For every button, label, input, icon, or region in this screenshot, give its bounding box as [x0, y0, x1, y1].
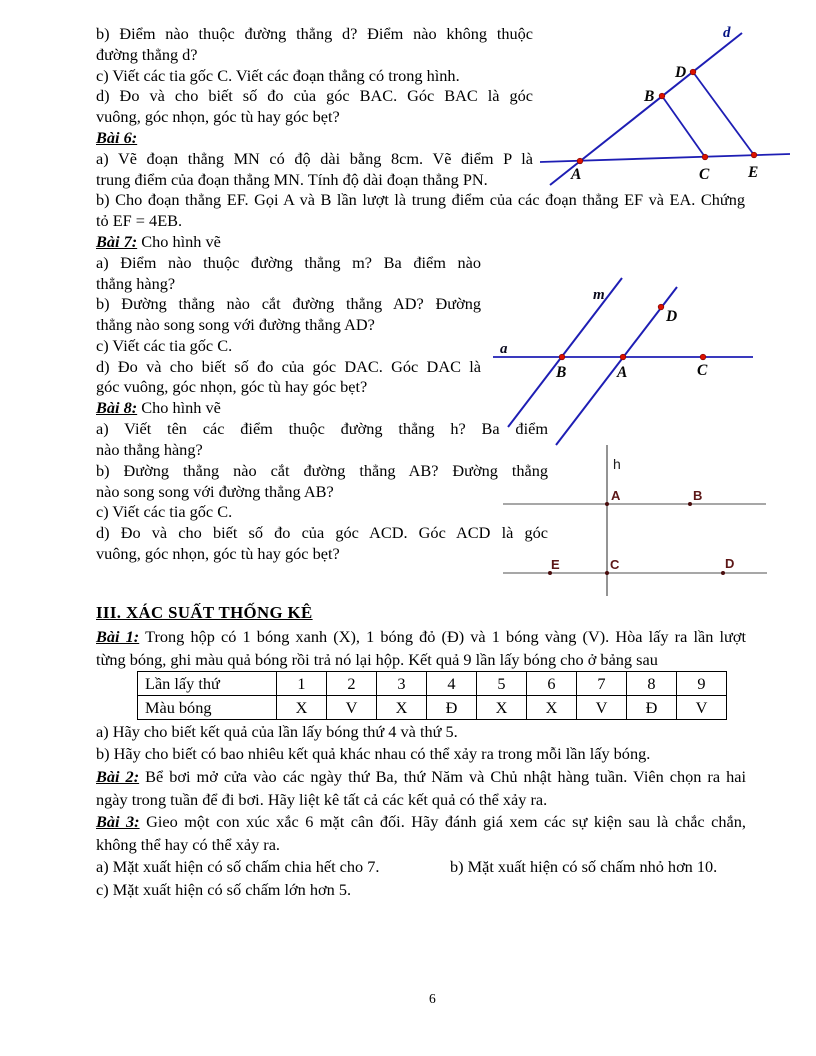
text-line: c) Mặt xuất hiện có số chấm lớn hơn 5.: [96, 880, 352, 899]
exercise-7-heading: [96, 232, 221, 252]
label-a: a: [500, 341, 508, 357]
table-cell: V: [677, 696, 727, 720]
text-line: vuông, góc nhọn, góc tù hay góc bẹt?: [96, 544, 340, 563]
figure-1: [540, 8, 816, 190]
text-line: nào song song với đường thẳng AB?: [96, 482, 334, 501]
table-cell: X: [377, 696, 427, 720]
text-line: a) Viết tên các điểm thuộc đường thẳng h? Ba điểm: [96, 419, 548, 438]
point-B: [688, 502, 692, 506]
exercise-label: Bài 3:: [96, 812, 140, 831]
point-E: [751, 152, 757, 158]
figure2-line-m: [508, 278, 622, 427]
text-line: b) Đường thẳng nào cắt đường thẳng AD? Đường: [96, 294, 481, 313]
text-line: d) Đo và cho biết số đo của góc ACD. Góc ACD là góc: [96, 523, 548, 542]
label-C: C: [697, 362, 708, 379]
text-line: không thể hay có thể xảy ra.: [96, 835, 281, 854]
label-A: A: [611, 488, 621, 503]
label-A: A: [617, 364, 628, 381]
exercise-label: Bài 8:: [96, 398, 138, 417]
point-D: [690, 69, 696, 75]
exercise-6-heading: [96, 128, 137, 148]
text-line: [96, 767, 746, 787]
table-cell: X: [527, 696, 577, 720]
table-cell: Đ: [427, 696, 477, 720]
point-B: [559, 354, 565, 360]
text-line: a) Hãy cho biết kết quả của lần lấy bóng thứ 4 và thứ 5.: [96, 722, 458, 741]
text-line: c) Viết các tia gốc C. Viết các đoạn thẳng có trong hình.: [96, 66, 460, 85]
text-line: Bể bơi mở cửa vào các ngày thứ Ba, thứ Năm và Chủ nhật hàng tuần. Viên chọn ra hai: [139, 767, 746, 786]
point-C: [605, 571, 609, 575]
text-line: thẳng nào song song với đường thẳng AD?: [96, 315, 375, 334]
table-cell: 7: [577, 672, 627, 696]
table-cell: 9: [677, 672, 727, 696]
label-m: m: [593, 287, 605, 303]
text-line: Gieo một con xúc xắc 6 mặt cân đối. Hãy đánh giá xem các sự kiện sau là chắc chắn,: [139, 812, 746, 831]
text-line: ngày trong tuần để đi bơi. Hãy liệt kê tất cả các kết quả có thể xảy ra.: [96, 790, 548, 809]
point-A: [620, 354, 626, 360]
text-line: đường thẳng d?: [96, 45, 198, 64]
text-line: c) Viết các tia gốc C.: [96, 502, 233, 521]
label-E: E: [551, 557, 560, 572]
label-d: d: [723, 25, 731, 41]
text-line: góc vuông, góc nhọn, góc tù hay góc bẹt?: [96, 377, 368, 396]
label-D: D: [666, 308, 678, 325]
results-table: [137, 671, 727, 720]
figure-2: [490, 273, 766, 453]
text-line: a) Mặt xuất hiện có số chấm chia hết cho 7.: [96, 857, 380, 876]
text-line: d) Đo và cho biết số đo của góc BAC. Góc BAC là góc: [96, 86, 533, 105]
section-heading: III. XÁC SUẤT THỐNG KÊ: [96, 603, 313, 622]
text-line: Cho hình vẽ: [137, 398, 221, 417]
label-B: B: [693, 488, 703, 503]
text-line: b) Cho đoạn thẳng EF. Gọi A và B lần lượt là trung điểm của các đoạn thẳng EF và EA. Chứng: [96, 190, 745, 209]
table-cell: X: [477, 696, 527, 720]
text-line: b) Mặt xuất hiện có số chấm nhỏ hơn 10.: [450, 857, 718, 876]
label-C: C: [699, 166, 710, 183]
exercise-label: Bài 6:: [96, 128, 138, 147]
page-number: 6: [429, 991, 436, 1006]
text-line: Cho hình vẽ: [137, 232, 221, 251]
point-A: [577, 158, 583, 164]
text-line: b) Đường thẳng nào cắt đường thẳng AB? Đường thẳng: [96, 461, 548, 480]
text-line: a) Vẽ đoạn thẳng MN có độ dài bằng 8cm. Vẽ điểm P là: [96, 149, 533, 168]
table-cell: 5: [477, 672, 527, 696]
point-D: [721, 571, 725, 575]
label-B: B: [556, 364, 567, 381]
table-row: [138, 696, 727, 720]
point-C: [702, 154, 708, 160]
text-line: Trong hộp có 1 bóng xanh (X), 1 bóng đỏ (Đ) và 1 bóng vàng (V). Hòa lấy ra lần lượt: [139, 627, 746, 646]
point-D: [658, 304, 664, 310]
text-line: tỏ EF = 4EB.: [96, 211, 183, 230]
exercise-label: Bài 2:: [96, 767, 140, 786]
point-A: [605, 502, 609, 506]
table-cell: X: [277, 696, 327, 720]
text-line: b) Hãy cho biết có bao nhiêu kết quả khác nhau có thể xảy ra trong mỗi lần lấy bóng.: [96, 744, 651, 763]
label-C: C: [610, 557, 620, 572]
text-line: trung điểm của đoạn thẳng MN. Tính độ dài đoạn thẳng PN.: [96, 170, 488, 189]
text-line: d) Đo và cho biết số đo của góc DAC. Góc DAC là: [96, 357, 481, 376]
table-cell: Đ: [627, 696, 677, 720]
table-cell: 2: [327, 672, 377, 696]
table-cell: 3: [377, 672, 427, 696]
figure-3: [495, 443, 780, 601]
text-line: c) Viết các tia gốc C.: [96, 336, 233, 355]
label-E: E: [748, 164, 759, 181]
point-C: [700, 354, 706, 360]
label-A: A: [571, 166, 582, 183]
table-cell: V: [327, 696, 377, 720]
label-D: D: [725, 556, 735, 571]
text-line: vuông, góc nhọn, góc tù hay góc bẹt?: [96, 107, 340, 126]
table-cell: 8: [627, 672, 677, 696]
table-cell: 1: [277, 672, 327, 696]
text-line: [96, 812, 746, 832]
exercise-label: Bài 7:: [96, 232, 138, 251]
text-line: thẳng hàng?: [96, 274, 176, 293]
table-row: [138, 672, 727, 696]
text-line: b) Điểm nào thuộc đường thẳng d? Điểm nào không thuộc: [96, 24, 533, 43]
label-D: D: [675, 64, 687, 81]
label-h: h: [613, 456, 621, 472]
table-cell: 6: [527, 672, 577, 696]
exercise-8-heading: [96, 398, 221, 418]
exercise-label: Bài 1:: [96, 627, 140, 646]
table-cell: 4: [427, 672, 477, 696]
figure1-segment-BC: [662, 96, 705, 157]
table-cell: V: [577, 696, 627, 720]
text-line: từng bóng, ghi màu quả bóng rồi trả nó lại hộp. Kết quả 9 lần lấy bóng cho ở bảng sau: [96, 650, 658, 669]
point-B: [659, 93, 665, 99]
label-B: B: [644, 88, 655, 105]
text-line: a) Điểm nào thuộc đường thẳng m? Ba điểm nào: [96, 253, 481, 272]
figure1-segment-DE: [693, 72, 754, 155]
text-line: nào thẳng hàng?: [96, 440, 203, 459]
text-line: [96, 627, 746, 647]
row-header-cell: Màu bóng: [138, 696, 277, 720]
row-header-cell: Lần lấy thứ: [138, 672, 277, 696]
